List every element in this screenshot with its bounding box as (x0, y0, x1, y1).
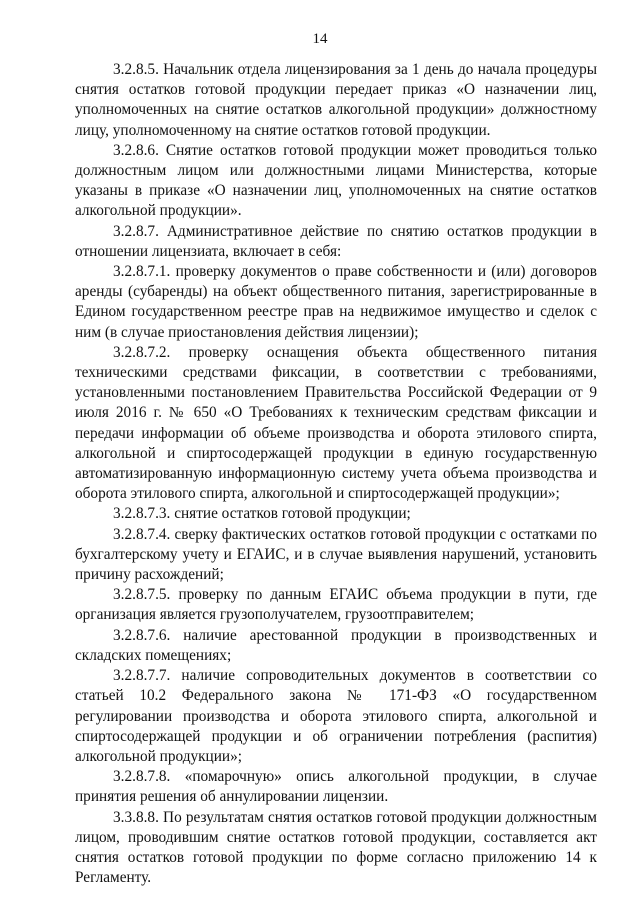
paragraph-3-2-8-7-2: 3.2.8.7.2. проверку оснащения объекта общественного питания техническими средствами фиксации, в соответствии с требованиями, установленными постановлением Правительства Российской Федерации от 9 июля 2016 г. № 650 «О Требованиях к техническим средствам фиксации и передачи информации об объеме производства и оборота этилового спирта, алкогольной и спиртосодержащей продукции в единую государственную автоматизированную информационную систему учета объема производства и оборота этилового спирта, алкогольной и спиртосодержащей продукции»; (75, 343, 597, 503)
paragraph-3-2-8-7-3: 3.2.8.7.3. снятие остатков готовой продукции; (113, 505, 411, 523)
paragraph-3-2-8-7-7: 3.2.8.7.7. наличие сопроводительных документов в соответствии со статьей 10.2 Федерального закона № 171-ФЗ «О государственном регулировании производства и оборота этилового спирта, алкогольной и спиртосодержащей продукции и об ограничении потребления (распития) алкогольной продукции»; (75, 667, 597, 765)
paragraph-3-2-8-6: 3.2.8.6. Снятие остатков готовой продукции может проводиться только должностным лицом или должностными лицами Министерства, которые указаны в приказе «О назначении лиц, уполномоченных на снятие остатков алкогольной продукции». (75, 141, 597, 220)
paragraph-3-3-8-8: 3.3.8.8. По результатам снятия остатков готовой продукции должностным лицом, проводившим снятие остатков готовой продукции, составляется акт снятия остатков готовой продукции по форме согласно приложению 14 к Регламенту. (75, 808, 597, 887)
paragraph-3-2-8-5: 3.2.8.5. Начальник отдела лицензирования за 1 день до начала процедуры снятия остатков готовой продукции передает приказ «О назначении лиц, уполномоченных на снятие остатков алкогольной продукции» должностному лицу, уполномоченному на снятие остатков готовой продукции. (75, 61, 597, 139)
paragraph-3-2-8-7-6: 3.2.8.7.6. наличие арестованной продукции в производственных и складских помещениях; (75, 626, 597, 664)
document-body (75, 60, 597, 888)
page-number: 14 (312, 31, 328, 47)
paragraph-3-2-8-7: 3.2.8.7. Административное действие по снятию остатков продукции в отношении лицензиата, включает в себя: (75, 222, 597, 260)
paragraph-3-2-8-7-8: 3.2.8.7.8. «помарочную» опись алкогольной продукции, в случае принятия решения об аннулировании лицензии. (75, 768, 597, 806)
paragraph-3-2-8-7-1: 3.2.8.7.1. проверку документов о праве собственности и (или) договоров аренды (субаренды) на объект общественного питания, зарегистрированные в Едином государственном реестре прав на недвижимое имущество и сделок с ним (в случае приостановления действия лицензии); (75, 263, 597, 341)
paragraph-3-2-8-7-5: 3.2.8.7.5. проверку по данным ЕГАИС объема продукции в пути, где организация является грузополучателем, грузоотправителем; (75, 586, 597, 624)
paragraph-3-2-8-7-4: 3.2.8.7.4. сверку фактических остатков готовой продукции с остатками по бухгалтерскому учету и ЕГАИС, и в случае выявления нарушений, установить причину расхождений; (75, 525, 597, 584)
